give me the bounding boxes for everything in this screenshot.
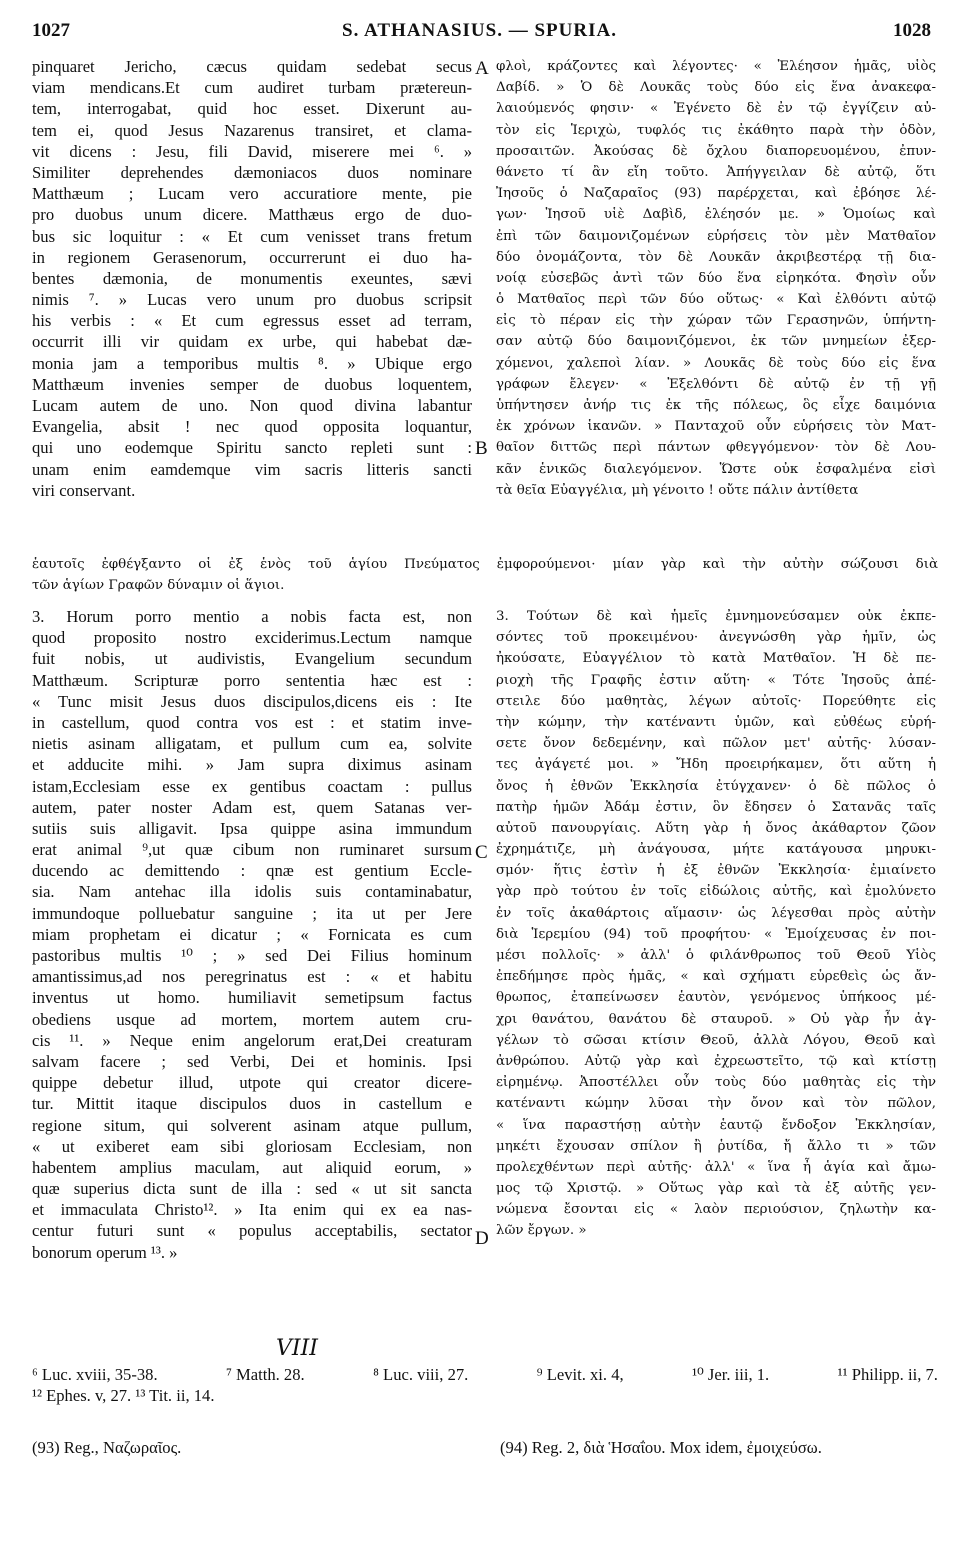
text-line: regione situm, qui solverent asinam atque pullum, — [32, 1115, 472, 1135]
footnote: ⁸ Luc. viii, 27. — [373, 1365, 469, 1384]
text-line: ἐπεδήμησε πρὸς ἡμᾶς, « καὶ σχήματι εὑρεθεὶς ὡς ἄν- — [496, 969, 936, 985]
text-line: Evangelia, absit ! nec quod opposita loquantur, — [32, 417, 472, 437]
text-line: στειλε δύο μαθητὰς, λέγων αὐτοῖς· Πορεύθητε εἰς — [496, 693, 936, 709]
text-line: amantissimus,ad nos peregrinatus est : « et habitu — [32, 967, 472, 987]
latin-column-bottom — [32, 606, 472, 1263]
text-line: Matthæum ; Lucam vero accuratiore mente, pie — [32, 184, 472, 204]
text-line: ἐν τοῖς ἀκαθάρτοις αἵμασιν· ὡς λέγεσθαι πρὸς αὐτὴν — [496, 905, 936, 921]
page-number-right: 1028 — [893, 20, 931, 41]
text-line: 3. Τούτων δὲ καὶ ἡμεῖς ἐμνημονεύσαμεν οὐκ ἐκπε- — [496, 609, 936, 624]
text-line: νώμενα ἔσονται εἰς « λαὸν περιούσιον, ζηλωτὴν κα- — [496, 1202, 936, 1218]
text-line: ριοχὴ τῆς Γραφῆς ἐστιν αὕτη· « Τότε Ἰησοῦς ἀπέ- — [496, 672, 936, 688]
section-mark-a: A — [475, 58, 489, 79]
text-line: pastoribus multis ¹⁰ ; » sed Dei Filius hominum — [32, 946, 472, 965]
text-line: « Tunc misit Jesus duos discipulos,dicens eis : Ite — [32, 691, 472, 711]
handwritten-annotation: VIII — [276, 1336, 318, 1361]
text-line: pro duobus unum dicere. Matthæus ergo de duo- — [32, 205, 472, 225]
text-line: σμόν· ἥτις ἐστὶν ἡ ἐξ ἐθνῶν Ἐκκλησία· ἐμιαίνετο — [496, 863, 936, 879]
footnote-row — [32, 1364, 938, 1385]
text-line: sia. Nam antehac illa idolis suis contaminabatur, — [32, 882, 472, 902]
footnote: ⁷ Matth. 28. — [226, 1365, 305, 1384]
text-line: centur futuri sunt « populus acceptabilis, sectator — [32, 1221, 472, 1241]
text-line: θάνετο τί ἂν εἴη τοῦτο. Ἀπήγγειλαν δὲ αὐτῷ, ὅτι — [496, 164, 936, 180]
text-line: Ἰησοῦς ὁ Ναζαραῖος (93) παρέρχεται, καὶ ἐβόησε λέ- — [496, 186, 936, 202]
footnotes — [32, 1364, 938, 1406]
text-line: ἐχρημάτιζε, μὴ ἀνάγουσα, μήτε κατάγουσα μηρυκι- — [496, 842, 936, 858]
text-line: nietis asinam alligatam, et pullum cum ea, solvite — [32, 734, 472, 754]
text-line: inventus ut homo. humiliavit semetipsum factus — [32, 988, 472, 1008]
text-line: his verbis : « Et cum egressus esset ad terram, — [32, 311, 472, 331]
text-line: σόντες τοῦ προκειμένου· ἀνεγνώσθη γὰρ ἡμῖν, ὡς — [496, 630, 936, 646]
text-line: et adducite mihi. » Jam supra diximus asinam — [32, 755, 472, 775]
footnote: ⁹ Levit. xi. 4, — [536, 1365, 624, 1384]
text-line: σαν αὐτῷ δύο δαιμονιζόμενοι, ἐκ τῶν μνημείων ἐξερ- — [496, 334, 936, 350]
text-line: γὰρ πρὸ τούτου ἐν τοῖς εἰδώλοις αὐτῆς, καὶ ἐμολύνετο — [496, 884, 936, 900]
text-line: ὁ Ματθαῖος περὶ τῶν δύο οὕτως· « Καὶ ἐλθόντι αὐτῷ — [496, 292, 936, 308]
text-line: occurrit illi vir quidam ex urbe, qui habebat dæ- — [32, 332, 472, 352]
text-line: τὰ θεῖα Εὐαγγέλια, μὴ γένοιτο ! οὔτε πάλιν ἀντίθετα — [496, 482, 859, 498]
section-mark-b: B — [475, 438, 488, 459]
text-line: σετε ὄνον δεδεμένην, καὶ πῶλον μετ' αὐτῆς· λύσαν- — [496, 736, 936, 752]
text-line: εἰρημένῳ. Ἀποστέλλει οὖν τοὺς δύο μαθητὰς εἰς τὴν — [496, 1075, 936, 1091]
text-line: habentem amplius maculam, aut aliquid eorum, » — [32, 1157, 472, 1177]
text-line: χόμενοι, χαλεποὶ λίαν. » Λουκᾶς δὲ τοὺς δύο εἰς ἕνα — [496, 355, 936, 371]
text-line: quæ superius dicta sunt de illa : sed « ut sit sancta — [32, 1179, 472, 1199]
text-line: χρι θανάτου, θανάτου δὲ σταυροῦ. » Οὐ γὰρ ἦν ἀγ- — [496, 1011, 936, 1027]
text-line: τὸν εἰς Ἱεριχὼ, τυφλός τις ἐκάθητο παρὰ τὴν ὁδὸν, — [496, 122, 936, 138]
text-line: κατέναντι κώμην λῦσαι τὴν ὄνον καὶ τὸν πῶλον, — [496, 1096, 936, 1112]
text-line: in castellum, quod contra vos est : et statim inve- — [32, 712, 472, 732]
latin-column-top — [32, 56, 472, 501]
text-line: προλεχθέντων περὶ αὐτῆς· ἀλλ' « ἵνα ἦ ἁγία καὶ ἄμω- — [496, 1159, 936, 1175]
text-line: θρωπος, ἐταπείνωσεν ἑαυτὸν, γενόμενος ὑπήκοος μέ- — [496, 990, 936, 1006]
text-line: ἀνθρώπου. Αὐτῷ γὰρ καὶ ἐχρεωστεῖτο, τῷ καὶ κτίστῃ — [496, 1053, 936, 1069]
text-line: viam mendicans.Et cum audiret turbam prætereun- — [32, 78, 472, 98]
text-line: « ἵνα παραστήσῃ αὐτὴν ἑαυτῷ ἔνδοξον Ἐκκλησίαν, — [496, 1117, 936, 1133]
text-line: miam prophetam ei dicatur ; « Fornicata es cum — [32, 924, 472, 944]
text-line: autem, pater noster Adam est, quem Satanas ver- — [32, 797, 472, 817]
variant-reading-94: (94) Reg. 2, διὰ Ἡσαΐου. Mox idem, ἐμοιχεύσω. — [500, 1438, 822, 1457]
text-line: εἰς τὸ πέραν εἰς τὴν χώραν τῶν Γερασηνῶν, ὑπήντη- — [496, 313, 936, 329]
text-line: obediens usque ad mortem, mortem autem cru- — [32, 1009, 472, 1029]
text-line: ἑαυτοῖς ἐφθέγξαντο οἱ ἐξ ἑνὸς τοῦ ἁγίου Πνεύματος ἐμφορούμενοι· μίαν γὰρ καὶ τὴν αὐτὴν σώζουσι διὰ — [32, 557, 938, 572]
running-header — [0, 20, 959, 50]
text-line: νοίᾳ εὐσεβῶς ἀντὶ τῶν δύο ἕνα εἰρηκότα. Φησὶν οὖν — [496, 270, 936, 286]
running-title: S. ATHANASIUS. — SPURIA. — [342, 20, 617, 41]
text-line: ὄνος ἡ ἐθνῶν Ἐκκλησία ἐτύγχανεν· ὁ δὲ πῶλος ὁ — [496, 778, 936, 794]
text-line: γων· Ἰησοῦ υἱὲ Δαβὶδ, ἐλέησόν με. » Ὁμοίως καὶ — [496, 207, 936, 223]
text-line: tem, interrogabat, quid hoc esset. Dixerunt au- — [32, 99, 472, 119]
text-line: πατὴρ ἡμῶν Ἀδάμ ἐστιν, ὃν ἔδησεν ὁ Σατανᾶς ταῖς — [496, 799, 936, 815]
text-line: et immaculata Christo¹². » Ita enim qui ex ea nas- — [32, 1200, 472, 1220]
text-line: bonorum operum ¹³. » — [32, 1242, 178, 1262]
text-line: ἐκ χρόνων ἱκανῶν. » Πανταχοῦ οὖν εὑρήσεις τὸν Ματ- — [496, 419, 936, 435]
text-line: Lucam autem de uno. Non quod divina labantur — [32, 396, 472, 415]
text-line: μηκέτι ἔχουσαν σπίλον ἢ ῥυτίδα, ἤ ἄλλο τι » τῶν — [496, 1138, 936, 1154]
section-mark-c: C — [475, 842, 488, 863]
text-line: Matthæum. Scripturæ porro sententia hæc est : — [32, 670, 472, 690]
text-line: τὴν κώμην, τὴν κατέναντι ὑμῶν, καὶ εὐθέως εὑρή- — [496, 714, 936, 730]
text-line: διὰ Ἱερεμίου (94) τοῦ προφήτου· « Ἐμοίχευσας ἐν ποι- — [496, 926, 936, 942]
greek-column-top — [496, 56, 936, 501]
page-number-left: 1027 — [32, 20, 70, 41]
text-line: Δαβίδ. » Ὁ δὲ Λουκᾶς τοὺς δύο εἰς ἕνα ἀνακεφα- — [496, 80, 936, 96]
text-line: « ut exiberet eam sibi gloriosam Ecclesiam, non — [32, 1136, 472, 1156]
text-line: θαῖον διττῶς περὶ πάντων φθεγγόμενον· τὸν δὲ Λου- — [496, 440, 936, 456]
greek-full-width-span — [32, 554, 938, 596]
text-line: fuit nobis, ut audivistis, Evangelium secundum — [32, 649, 472, 669]
text-line: τῶν ἁγίων Γραφῶν δύναμιν οἱ ἅγιοι. — [32, 578, 285, 594]
text-line: δύο ὀνομάζοντα, τὸν δὲ Λουκᾶν ἀκριβεστέρᾳ τῇ δια- — [496, 249, 936, 265]
text-line: tem ei, quod Jesus Nazarenus transiret, et clama- — [32, 120, 472, 140]
footnote-row-2: ¹² Ephes. v, 27. ¹³ Tit. ii, 14. — [32, 1386, 215, 1405]
text-line: istam,Ecclesiam esse ex gentibus coactam : pullus — [32, 776, 472, 796]
text-line: monia jam a temporibus multis ⁸. » Ubique ergo — [32, 353, 472, 373]
variant-reading-93: (93) Reg., Ναζωραῖος. — [32, 1438, 182, 1457]
text-line: qui uno eodemque Spiritu sancto repleti sunt : — [32, 438, 472, 458]
text-line: γέλων τὸ σῶσαι κτίσιν Θεοῦ, ἀλλὰ Λόγου, Θεοῦ καὶ — [496, 1032, 936, 1048]
footnote: ¹⁰ Jer. iii, 1. — [692, 1365, 770, 1384]
text-line: Matthæum invenies semper de duobus loquentem, — [32, 374, 472, 394]
text-line: cis ¹¹. » Neque enim angelorum erat,Dei creaturam — [32, 1030, 472, 1050]
text-line: ἐπὶ τῶν δαιμονιζομένων εὑρήσεις τὸν μὲν Ματθαῖον — [496, 228, 936, 244]
text-line: ducendo ac demittendo : qnæ est gentium Eccle- — [32, 861, 472, 881]
footnote: ¹¹ Philipp. ii, 7. — [837, 1365, 938, 1384]
text-line: in regionem Gerasenorum, occurrerunt ei duo ha- — [32, 247, 472, 267]
text-line: προσαιτῶν. Ἀκούσας δὲ ὄχλου διαπορευομένου, ἐπυν- — [496, 143, 936, 159]
text-line: sutiis suis alligavit. Ipsa quippe asina immundum — [32, 818, 472, 838]
text-line: φλοὶ, κράζοντες καὶ λέγοντες· « Ἐλέησον ἡμᾶς, υἱὸς — [496, 59, 936, 74]
greek-column-bottom — [496, 606, 936, 1242]
text-line: unam enim eamdemque vim sacris litteris sancti — [32, 459, 472, 479]
text-line: μέσι πολλοῖς· » ἀλλ' ὁ φιλάνθρωπος τοῦ Θεοῦ Υἱὸς — [496, 948, 936, 963]
text-line: λαιούμενός φησιν· « Ἐγένετο δὲ ἐν τῷ ἐγγίζειν αὐ- — [496, 101, 936, 117]
text-line: bentes dæmonia, de monumentis exeuntes, sævi — [32, 268, 472, 288]
text-line: tur. Mittit itaque discipulos duos in castellum e — [32, 1094, 472, 1114]
text-line: ἠκούσατε, Εὐαγγέλιον τὸ κατὰ Ματθαῖον. Ἡ δὲ πε- — [496, 651, 936, 667]
text-line: γράφων ἔλεγεν· « Ἐξελθόντι δὲ αὐτῷ ἐν τῇ γῇ — [496, 376, 936, 392]
text-line: αὐτοῦ πανουργίαις. Αὕτη γὰρ ἡ ὄνος ἀκάθαρτον ζῶον — [496, 820, 936, 836]
text-line: κᾶν ἑνικῶς διαλεγόμενον. Ὥστε οὐκ ἐσφαλμένα εἰσὶ — [496, 461, 936, 477]
section-mark-d: D — [475, 1228, 489, 1249]
text-line: salvam facere ; sed Verbi, Dei et hominis. Ipsi — [32, 1051, 472, 1071]
text-line: quod proposito nostro exciderimus.Lectum namque — [32, 628, 472, 648]
text-line: nimis ⁷. » Lucas vero unum pro duobus scripsit — [32, 290, 472, 310]
text-line: erat animal ⁹,ut quæ cibum non ruminaret sursum — [32, 840, 472, 860]
text-line: quippe debetur illud, utpote qui creator dicere- — [32, 1073, 472, 1093]
text-line: λῶν ἔργων. » — [496, 1223, 587, 1239]
text-line: μος τῷ Χριστῷ. » Οὕτως γὰρ καὶ τὰ ἐξ αὐτῆς γεν- — [496, 1181, 936, 1197]
footnote: ⁶ Luc. xviii, 35-38. — [32, 1365, 158, 1384]
text-line: immundoque polluebatur sanguine ; ita ut per Jere — [32, 903, 472, 923]
text-line: ὑπήντησεν ἀνήρ τις ἐκ τῆς πόλεως, ὃς εἶχε δαιμόνια — [496, 398, 936, 413]
text-line: vit dicens : Jesu, fili David, miserere mei ⁶. » — [32, 141, 472, 161]
text-line: Similiter deprehendes dæmoniacos duos nominare — [32, 162, 472, 182]
text-line: pinquaret Jericho, cæcus quidam sedebat secus — [32, 57, 472, 76]
text-line: bus sic loquitur : « Et cum venisset trans fretum — [32, 226, 472, 246]
text-line: 3. Horum porro mentio a nobis facta est, non — [32, 607, 472, 626]
text-line: viri conservant. — [32, 480, 136, 500]
text-line: τες ἀγάγετέ μοι. » Ἤδη προειρήκαμεν, ὅτι αὕτη ἡ — [496, 757, 936, 773]
